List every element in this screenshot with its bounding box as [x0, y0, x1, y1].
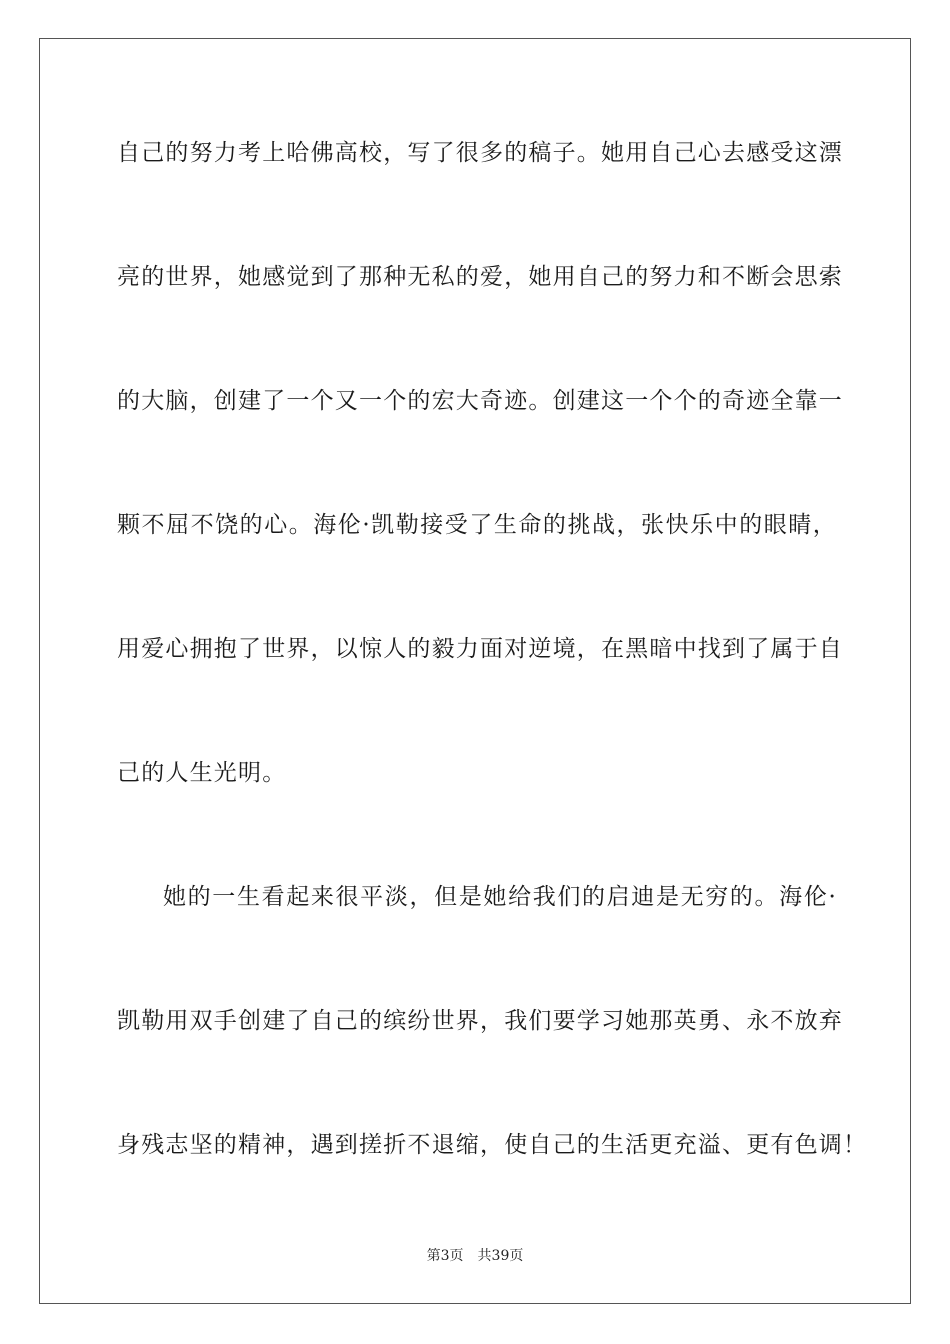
page-footer [0, 1247, 950, 1265]
page-total: 共39页 [477, 1248, 524, 1264]
paragraph-line-7: 她的一生看起来很平淡，但是她给我们的启迪是无穷的。海伦· [163, 884, 837, 910]
paragraph-line-8: 凯勒用双手创建了自己的缤纷世界，我们要学习她那英勇、永不放弃 [117, 1008, 843, 1034]
page-frame [39, 38, 911, 1304]
paragraph-line-1: 自己的努力考上哈佛高校，写了很多的稿子。她用自己心去感受这漂 [117, 140, 843, 166]
paragraph-line-4: 颗不屈不饶的心。海伦·凯勒接受了生命的挑战，张快乐中的眼睛， [117, 512, 837, 538]
page-number: 第3页 [426, 1248, 464, 1264]
paragraph-line-9: 身残志坚的精神，遇到搓折不退缩，使自己的生活更充溢、更有色调！ [117, 1132, 868, 1158]
paragraph-line-5: 用爱心拥抱了世界，以惊人的毅力面对逆境，在黑暗中找到了属于自 [117, 636, 843, 662]
paragraph-line-3: 的大脑，创建了一个又一个的宏大奇迹。创建这一个个的奇迹全靠一 [117, 388, 843, 414]
paragraph-line-6: 己的人生光明。 [117, 760, 287, 786]
paragraph-line-2: 亮的世界，她感觉到了那种无私的爱，她用自己的努力和不断会思索 [117, 264, 843, 290]
